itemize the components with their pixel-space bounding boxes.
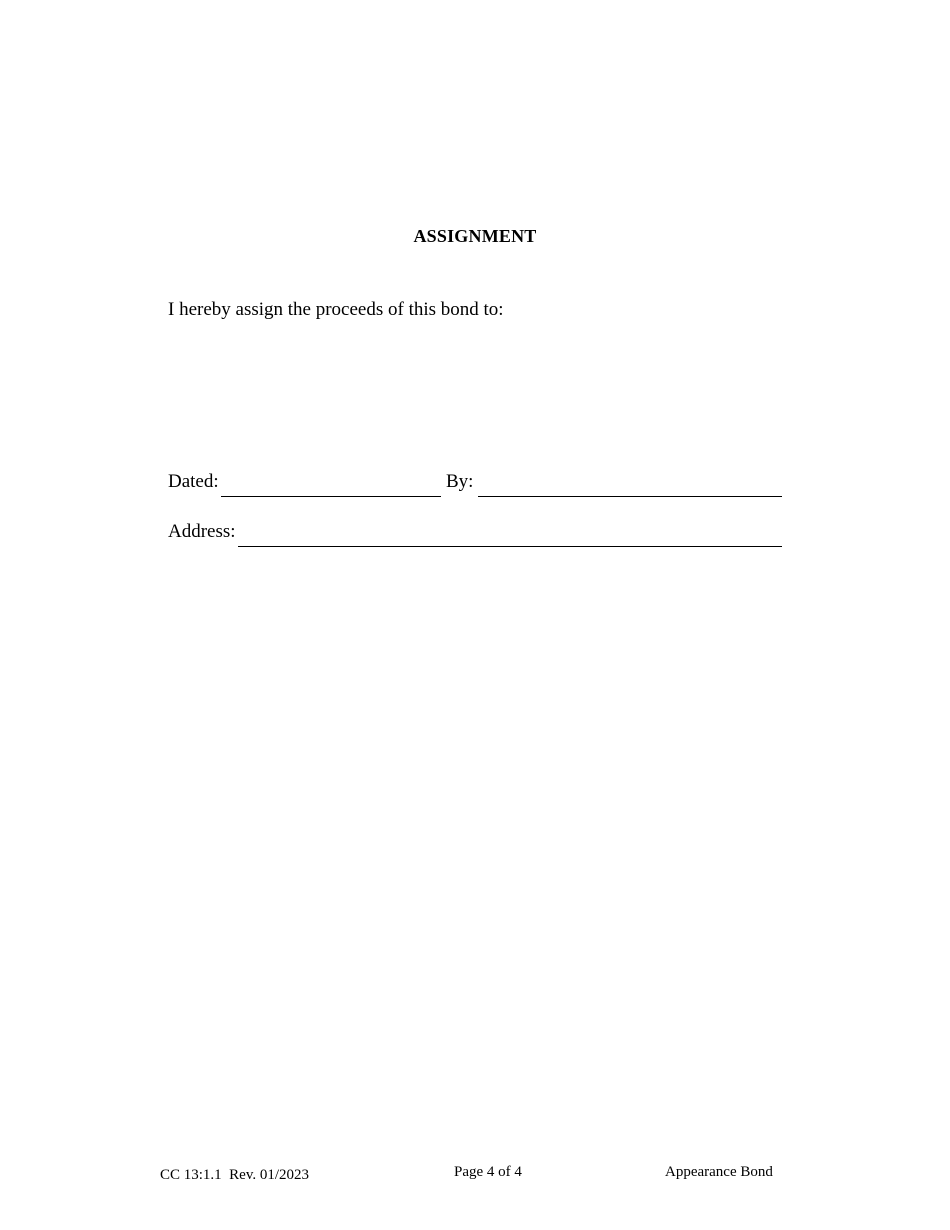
footer-form-number: CC 13:1.1 Rev. 01/2023 <box>160 1167 310 1183</box>
dated-by-row <box>168 471 782 497</box>
by-signature-field[interactable] <box>478 496 782 497</box>
address-field[interactable] <box>238 546 782 547</box>
dated-field[interactable] <box>221 496 441 497</box>
footer-page-indicator: Page 4 of 4 <box>454 1164 522 1180</box>
dated-label: Dated: <box>168 471 219 492</box>
by-label: By: <box>446 471 474 492</box>
assignment-statement: I hereby assign the proceeds of this bond to: <box>168 299 504 320</box>
document-title: ASSIGNMENT <box>413 226 537 246</box>
address-label: Address: <box>168 521 236 542</box>
footer-document-name: Appearance Bond <box>665 1164 773 1180</box>
address-row <box>168 521 782 547</box>
